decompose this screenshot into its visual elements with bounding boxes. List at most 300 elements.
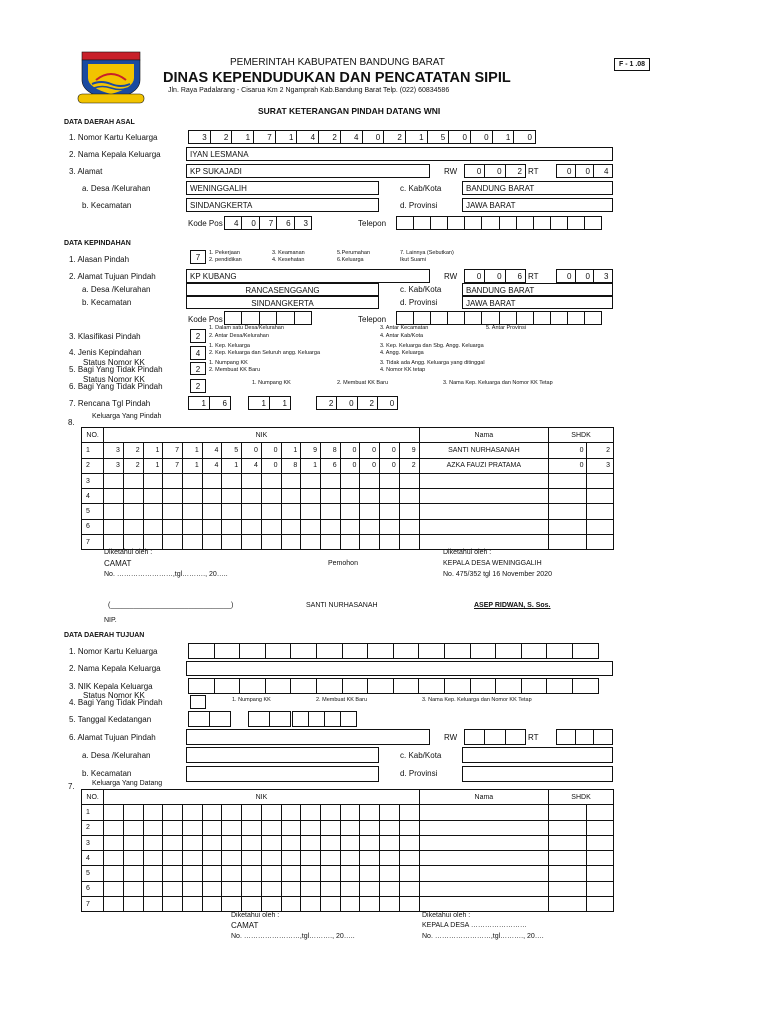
nik-digit	[143, 805, 163, 820]
member-name	[419, 805, 548, 820]
nik-digit	[202, 881, 222, 896]
nik-digit	[360, 897, 380, 912]
row-number: 7	[82, 535, 104, 550]
nik-digit	[399, 473, 419, 488]
tujuan-bln-cell	[248, 711, 270, 727]
nik-digit	[380, 881, 400, 896]
pindah-kodepos-cell	[224, 311, 242, 325]
shdk-digit	[587, 851, 614, 866]
nik-digit	[183, 820, 203, 835]
pindah-desa-field: RANCASENGGANG	[186, 283, 379, 296]
nik-digit	[360, 881, 380, 896]
nik-digit	[222, 805, 242, 820]
asal-kab-field: BANDUNG BARAT	[462, 181, 613, 195]
sign1-pemohon: Pemohon	[328, 560, 358, 567]
asal-kk-cell: 2	[383, 130, 406, 144]
pindah-alamat-field: KP KUBANG	[186, 269, 430, 283]
nik-digit	[242, 489, 262, 504]
nik-digit	[163, 881, 183, 896]
asal-alamat-field: KP SUKAJADI	[186, 164, 430, 178]
klas-opt-4: 4. Antar Kab/Kota	[380, 333, 424, 339]
tujuan-nik-cell	[521, 678, 548, 694]
nik-digit	[123, 805, 143, 820]
nik-digit	[183, 866, 203, 881]
asal-telp-cell	[396, 216, 414, 230]
klas-opt-2: 2. Antar Desa/Kelurahan	[209, 333, 269, 339]
nik-digit: 1	[281, 443, 301, 458]
nik-digit	[360, 519, 380, 534]
pindah-label-kab: c. Kab/Kota	[400, 285, 442, 294]
asal-telp-cell	[481, 216, 499, 230]
nik-digit	[123, 866, 143, 881]
nik-digit	[301, 866, 321, 881]
tujuan-kk-cell	[290, 643, 317, 659]
nik-digit	[143, 835, 163, 850]
pindah-label-alamat: 2. Alamat Tujuan Pindah	[69, 272, 156, 281]
nik-digit	[301, 519, 321, 534]
asal-kec-field: SINDANGKERTA	[186, 198, 379, 212]
pindah-rw-cell: 0	[464, 269, 485, 283]
tujuan-thn-cells	[292, 711, 357, 727]
pindah-telp-cell	[584, 311, 602, 325]
pindah-telp-cell	[533, 311, 551, 325]
row-number: 5	[82, 504, 104, 519]
nik-digit	[261, 851, 281, 866]
pindah-telp-cell	[396, 311, 414, 325]
nik-digit	[202, 473, 222, 488]
nik-digit	[320, 881, 340, 896]
pindah-telp-cell	[481, 311, 499, 325]
table-row	[82, 443, 614, 458]
section-asal-heading: DATA DAERAH ASAL	[64, 119, 135, 126]
nik-digit	[301, 851, 321, 866]
sign1-camat-name: (_______________________________)	[108, 602, 234, 609]
nik-digit: 0	[380, 443, 400, 458]
tujuan-label-prov: d. Provinsi	[400, 769, 438, 778]
asal-kodepos-cell: 4	[224, 216, 242, 230]
jenis-opt-1: 1. Kep. Keluarga	[209, 343, 250, 349]
nik-digit	[183, 489, 203, 504]
nik-digit	[399, 535, 419, 550]
nik-digit	[399, 835, 419, 850]
pindah-label-kec: b. Kecamatan	[82, 298, 132, 307]
tujuan-thn-cell	[340, 711, 357, 727]
nik-digit	[163, 519, 183, 534]
row-number: 3	[82, 473, 104, 488]
nik-digit	[360, 473, 380, 488]
tujuan-tgl-cells	[188, 711, 231, 727]
nik-digit	[320, 489, 340, 504]
tujuan-nik-cell	[572, 678, 599, 694]
asal-kk-cell: 0	[448, 130, 471, 144]
tujuan-nik-cell	[239, 678, 266, 694]
alasan-opt-3: 3. Keamanan	[272, 250, 305, 256]
table-row	[82, 473, 614, 488]
nik-digit	[143, 504, 163, 519]
nik-digit: 1	[222, 458, 242, 473]
pindah-label-8: 8.	[68, 418, 75, 427]
pindah-telepon-cells	[396, 311, 602, 325]
pindah-label-status2-b: 6. Bagi Yang Tidak Pindah	[69, 382, 163, 391]
nik-digit	[163, 473, 183, 488]
nik-digit	[104, 851, 124, 866]
nik-digit	[360, 489, 380, 504]
nik-digit	[242, 881, 262, 896]
tujuan-label-kk: 1. Nomor Kartu Keluarga	[69, 647, 158, 656]
nik-digit	[143, 866, 163, 881]
nik-digit	[183, 835, 203, 850]
asal-kodepos-label: Kode Pos	[188, 219, 223, 228]
klas-opt-5: 5. Antar Provinsi	[486, 325, 527, 331]
form-code: F - 1 .08	[614, 58, 650, 71]
nik-digit: 3	[104, 458, 124, 473]
nik-digit	[183, 473, 203, 488]
table-row	[82, 866, 614, 881]
nik-digit	[301, 897, 321, 912]
nik-digit	[104, 805, 124, 820]
shdk-digit	[587, 897, 614, 912]
tujuan-status-field	[190, 695, 206, 709]
nik-digit	[163, 820, 183, 835]
nik-digit	[320, 835, 340, 850]
tujuan-nik-cell	[495, 678, 522, 694]
pindah-klasifikasi-field: 2	[190, 329, 206, 343]
member-name	[419, 519, 548, 534]
tujuan-nik-cell	[444, 678, 471, 694]
asal-telp-cell	[464, 216, 482, 230]
tujuan-nik-cell	[342, 678, 369, 694]
nik-digit	[301, 504, 321, 519]
nik-digit	[202, 519, 222, 534]
tujuan-nik-cell	[265, 678, 292, 694]
pindah-rw-cells	[464, 269, 526, 283]
regency-logo	[76, 50, 146, 106]
pindah-label-status2-a: Status Nomor KK	[83, 375, 145, 384]
asal-telepon-cells	[396, 216, 602, 230]
pindah-telp-cell	[567, 311, 585, 325]
alasan-opt-1: 1. Pekerjaan	[209, 250, 240, 256]
tujuan-kk-cell	[265, 643, 292, 659]
nik-digit	[242, 519, 262, 534]
tujuan-nik-cell	[290, 678, 317, 694]
nik-digit	[340, 881, 360, 896]
table-row	[82, 489, 614, 504]
member-name	[419, 535, 548, 550]
nik-digit	[281, 897, 301, 912]
asal-telp-cell	[516, 216, 534, 230]
nik-digit	[380, 535, 400, 550]
header-nik: NIK	[104, 790, 419, 805]
sign2-no-line: No. ……………………,tgl………., 20…..	[231, 933, 355, 940]
table-row	[82, 897, 614, 912]
tujuan-label-kab: c. Kab/Kota	[400, 751, 442, 760]
table-row	[82, 535, 614, 550]
nik-digit	[301, 805, 321, 820]
tujuan-tgl-cell	[188, 711, 210, 727]
tujuan-kk-cell	[316, 643, 343, 659]
tujuan-nik-cell	[393, 678, 420, 694]
nik-digit	[242, 835, 262, 850]
nik-digit	[242, 805, 262, 820]
pindah-jenis-field: 4	[190, 346, 206, 360]
pindah-thn-cell: 0	[377, 396, 398, 410]
tujuan-kk-cell	[470, 643, 497, 659]
shdk-digit	[587, 881, 614, 896]
nik-digit	[320, 535, 340, 550]
tujuan-rw-label: RW	[444, 733, 458, 742]
klas-opt-1: 1. Dalam satu Desa/Kelurahan	[209, 325, 284, 331]
shdk-digit	[587, 519, 614, 534]
tujuan-kk-cell	[495, 643, 522, 659]
nik-digit	[104, 473, 124, 488]
alasan-opt-2: 2. pendidikan	[209, 257, 242, 263]
nik-digit	[281, 835, 301, 850]
asal-rw-label: RW	[444, 167, 458, 176]
nik-digit	[222, 866, 242, 881]
pindah-status-tidak-field: 2	[190, 362, 206, 375]
pindah-kodepos-label: Kode Pos	[188, 315, 223, 324]
header-gov: PEMERINTAH KABUPATEN BANDUNG BARAT	[230, 57, 445, 68]
asal-kk-cell: 0	[470, 130, 493, 144]
tujuan-nik-cell	[316, 678, 343, 694]
shdk-digit	[549, 866, 587, 881]
shdk-digit	[587, 820, 614, 835]
asal-label-kab: c. Kab/Kota	[400, 184, 442, 193]
nik-digit	[340, 805, 360, 820]
asal-telp-cell	[413, 216, 431, 230]
pindah-thn-cell: 0	[336, 396, 357, 410]
tujuan-label-7: 7.	[68, 782, 75, 791]
nik-digit	[281, 535, 301, 550]
nik-digit: 2	[399, 458, 419, 473]
nik-digit: 4	[202, 443, 222, 458]
nik-digit	[222, 489, 242, 504]
tujuan-label-nik: 3. NIK Kepala Keluarga	[69, 682, 153, 691]
sign2-diketahui: Diketahui oleh :	[231, 912, 280, 919]
pindah-bln-cells	[248, 396, 291, 410]
asal-telp-cell	[584, 216, 602, 230]
table-row	[82, 504, 614, 519]
nik-digit	[380, 519, 400, 534]
nik-digit	[281, 504, 301, 519]
alasan-opt-other: Ikut Suami	[400, 257, 426, 263]
nik-digit	[202, 897, 222, 912]
row-number: 6	[82, 881, 104, 896]
asal-kk-cell: 2	[318, 130, 341, 144]
nik-digit	[380, 805, 400, 820]
tujuan-kk-cell	[418, 643, 445, 659]
table-row	[82, 820, 614, 835]
tujuan-opt-2: 2. Membuat KK Baru	[316, 697, 368, 703]
header-nama: Nama	[419, 428, 548, 443]
tujuan-nama-field	[186, 661, 613, 676]
tujuan-kec-field	[186, 766, 379, 782]
tujuan-thn-cell	[324, 711, 341, 727]
row-number: 1	[82, 805, 104, 820]
nik-digit	[399, 820, 419, 835]
nik-digit: 4	[242, 458, 262, 473]
nik-digit	[261, 897, 281, 912]
nik-digit: 0	[360, 458, 380, 473]
pindah-rw-cell: 0	[484, 269, 505, 283]
asal-kk-cell: 1	[492, 130, 515, 144]
nik-digit	[183, 519, 203, 534]
shdk-digit	[549, 535, 587, 550]
asal-rt-cell: 4	[593, 164, 613, 178]
header-shdk: SHDK	[549, 790, 614, 805]
tujuan-kk-cell	[572, 643, 599, 659]
sign1-diketahui: Diketahui oleh :	[104, 549, 153, 556]
nik-digit: 6	[320, 458, 340, 473]
pindah-tgl-cell: 6	[209, 396, 231, 410]
nik-digit	[163, 489, 183, 504]
pindah-bln-cell: 1	[269, 396, 291, 410]
asal-kk-cell: 2	[210, 130, 233, 144]
nik-digit	[360, 535, 380, 550]
nik-digit	[340, 535, 360, 550]
asal-rw-cell: 2	[505, 164, 526, 178]
tujuan-kk-cell	[521, 643, 548, 659]
asal-prov-field: JAWA BARAT	[462, 198, 613, 212]
asal-kodepos-cell: 7	[259, 216, 277, 230]
row-number: 5	[82, 866, 104, 881]
nik-digit	[261, 473, 281, 488]
nik-digit	[320, 851, 340, 866]
nik-digit	[340, 473, 360, 488]
nik-digit	[242, 504, 262, 519]
nik-digit: 5	[222, 443, 242, 458]
pindah-rt-cell: 3	[593, 269, 613, 283]
pindah-kodepos-cells	[224, 311, 312, 325]
row-number: 4	[82, 851, 104, 866]
nik-digit	[104, 897, 124, 912]
tujuan-label-kec: b. Kecamatan	[82, 769, 132, 778]
nik-digit	[163, 897, 183, 912]
nik-digit	[123, 835, 143, 850]
pindah-label-klasifikasi: 3. Klasifikasi Pindah	[69, 332, 141, 341]
asal-kk-cell: 5	[427, 130, 450, 144]
tujuan-opt-3: 3. Nama Kep. Keluarga dan Nomor KK Tetap	[422, 697, 532, 703]
tujuan-alamat-field	[186, 729, 430, 745]
nik-digit	[222, 897, 242, 912]
asal-rt-label: RT	[528, 167, 539, 176]
status-pindah-opt-3: 3. Nama Kep. Keluarga dan Nomor KK Tetap	[443, 380, 553, 386]
row-number: 2	[82, 820, 104, 835]
tujuan-kk-cell	[393, 643, 420, 659]
nik-digit: 3	[104, 443, 124, 458]
tujuan-rw-cell	[484, 729, 505, 745]
nik-digit	[301, 820, 321, 835]
asal-label-nama: 2. Nama Kepala Keluarga	[69, 150, 161, 159]
pindah-rw-cell: 6	[505, 269, 526, 283]
tujuan-rt-cell	[575, 729, 595, 745]
asal-label-prov: d. Provinsi	[400, 201, 438, 210]
tujuan-nik-cell	[214, 678, 241, 694]
nik-digit	[399, 866, 419, 881]
nik-digit	[222, 535, 242, 550]
nik-digit	[340, 835, 360, 850]
nik-digit: 7	[163, 443, 183, 458]
nik-digit: 0	[360, 443, 380, 458]
nik-digit	[281, 805, 301, 820]
nik-digit: 8	[320, 443, 340, 458]
nik-digit	[143, 489, 163, 504]
shdk-digit	[549, 489, 587, 504]
nik-digit: 1	[143, 443, 163, 458]
nik-digit	[380, 504, 400, 519]
pindah-label-jenis: 4. Jenis Kepindahan	[69, 348, 142, 357]
tujuan-opt-1: 1. Numpang KK	[232, 697, 271, 703]
nik-digit	[320, 820, 340, 835]
nik-digit	[242, 535, 262, 550]
nik-digit	[399, 519, 419, 534]
tujuan-label-keluarga: Keluarga Yang Datang	[92, 780, 163, 787]
nik-digit	[360, 851, 380, 866]
tujuan-kk-cell	[342, 643, 369, 659]
jenis-opt-3: 3. Kep. Keluarga dan Sbg. Angg. Keluarga	[380, 343, 484, 349]
member-name	[419, 473, 548, 488]
nik-digit: 1	[301, 458, 321, 473]
nik-digit	[320, 504, 340, 519]
nik-digit	[301, 489, 321, 504]
row-number: 4	[82, 489, 104, 504]
pindah-kec-field: SINDANGKERTA	[186, 296, 379, 309]
table-row	[82, 881, 614, 896]
row-number: 6	[82, 519, 104, 534]
nik-digit	[261, 835, 281, 850]
asal-kodepos-cells	[224, 216, 312, 230]
nik-digit	[222, 473, 242, 488]
nik-digit	[222, 820, 242, 835]
nik-digit	[222, 504, 242, 519]
tujuan-kk-cell	[367, 643, 394, 659]
alasan-opt-5: 5.Perumahan	[337, 250, 371, 256]
nik-digit	[242, 897, 262, 912]
tujuan-thn-cell	[308, 711, 325, 727]
tujuan-nik-cell	[546, 678, 573, 694]
member-name	[419, 866, 548, 881]
tujuan-rt-label: RT	[528, 733, 539, 742]
nik-digit	[222, 835, 242, 850]
member-name	[419, 897, 548, 912]
asal-kk-cell: 4	[340, 130, 363, 144]
nik-digit: 9	[301, 443, 321, 458]
pindah-status-pindah-field: 2	[190, 379, 206, 393]
pindah-telp-cell	[516, 311, 534, 325]
nik-digit	[281, 820, 301, 835]
shdk-digit: 2	[587, 443, 614, 458]
shdk-digit	[549, 805, 587, 820]
alasan-opt-7: 7. Lainnya (Sebutkan)	[400, 250, 454, 256]
asal-kodepos-cell: 0	[241, 216, 259, 230]
nik-digit: 8	[281, 458, 301, 473]
header-shdk: SHDK	[549, 428, 614, 443]
pindah-kodepos-cell	[259, 311, 277, 325]
nik-digit	[143, 897, 163, 912]
nik-digit	[104, 866, 124, 881]
status-pindah-opt-1: 1. Numpang KK	[252, 380, 291, 386]
tujuan-kk-cell	[239, 643, 266, 659]
nik-digit	[399, 489, 419, 504]
nik-digit	[399, 504, 419, 519]
tujuan-kk-cell	[188, 643, 215, 659]
pindah-thn-cell: 2	[357, 396, 378, 410]
table-row	[82, 805, 614, 820]
nik-digit	[104, 519, 124, 534]
tujuan-label-alamat: 6. Alamat Tujuan Pindah	[69, 733, 156, 742]
pindah-rt-cells	[556, 269, 613, 283]
shdk-digit: 0	[549, 443, 587, 458]
